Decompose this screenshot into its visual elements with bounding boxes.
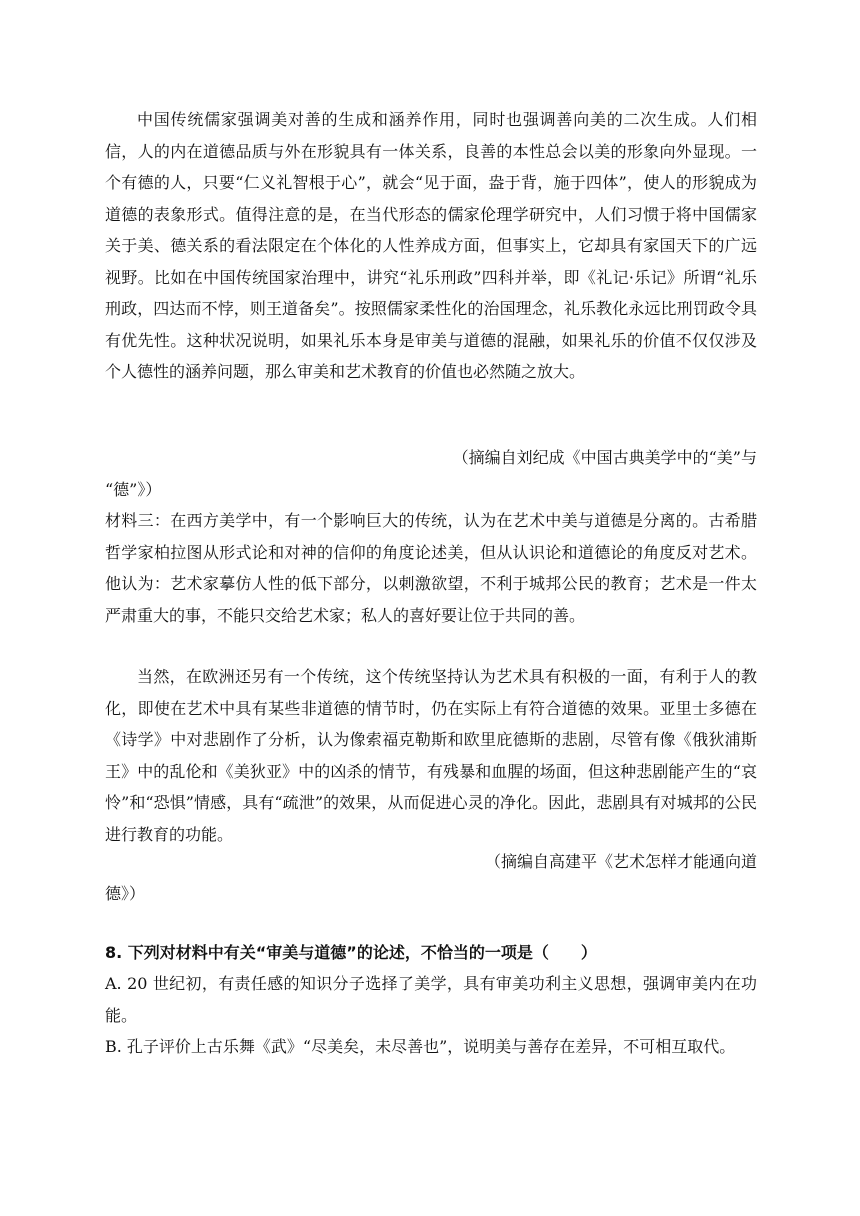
answer-option-a: A. 20 世纪初，有责任感的知识分子选择了美学，具有审美功利主义思想，强调审美内在功能。 [105,974,757,1025]
material-three-paragraph: 当然，在欧洲还另有一个传统，这个传统坚持认为艺术具有积极的一面，有利于人的教化，即使在艺术中具有某些非道德的情节时，仍在实际上有符合道德的效果。亚里士多德在《诗学》中对悲剧作了分析，认为像索福克勒斯和欧里庇德斯的悲剧，尽管有像《俄狄浦斯王》中的乱伦和《美狄亚》中的凶杀的情节，有残暴和血腥的场面，但这种悲剧能产生的“哀怜”和“恐惧”情感，具有“疏泄”的效果，从而促进心灵的净化。因此，悲剧具有对城邦的公民进行教育的功能。 [105,667,757,844]
material-three-source [105,846,757,909]
source-line: （摘编自刘纪成《中国古典美学中的“美”与 [452,448,757,467]
question-stem: 8. 下列对材料中有关“审美与道德”的论述，不恰当的一项是（ ） [105,943,597,962]
source-line: 德》） [105,883,146,903]
material-three-paragraph: 材料三：在西方美学中，有一个影响巨大的传统，认为在艺术中美与道德是分离的。古希腊哲学家柏拉图从形式论和对神的信仰的角度论述美，但从认识论和道德论的角度反对艺术。他认为：艺术家摹仿人性的低下部分，以刺激欲望，不利于城邦公民的教育；艺术是一件太严肃重大的事，不能只交给艺术家；私人的喜好要让位于共同的善。 [105,511,757,625]
answer-option-b: B. 孔子评价上古乐舞《武》“尽美矣，未尽善也”，说明美与善存在差异，不可相互取代。 [105,1037,736,1056]
source-line: （摘编自高建平《艺术怎样才能通向道 [484,852,757,871]
material-two-source [105,442,757,505]
material-two-paragraph: 中国传统儒家强调美对善的生成和涵养作用，同时也强调善向美的二次生成。人们相信，人的内在道德品质与外在形貌具有一体关系，良善的本性总会以美的形象向外显现。一个有德的人，只要“仁义礼智根于心”，就会“见于面，盎于背，施于四体”，使人的形貌成为道德的表象形式。值得注意的是，在当代形态的儒家伦理学研究中，人们习惯于将中国儒家关于美、德关系的看法限定在个体化的人性养成方面，但事实上，它却具有家国天下的广远视野。比如在中国传统国家治理中，讲究“礼乐刑政”四科并举，即《礼记·乐记》所谓“礼乐刑政，四达而不悖，则王道备矣”。按照儒家柔性化的治国理念，礼乐教化永远比刑罚政令具有优先性。这种状况说明，如果礼乐本身是审美与道德的混融，如果礼乐的价值不仅仅涉及个人德性的涵养问题，那么审美和艺术教育的价值也必然随之放大。 [105,110,757,381]
source-line: “德”》） [105,479,162,499]
